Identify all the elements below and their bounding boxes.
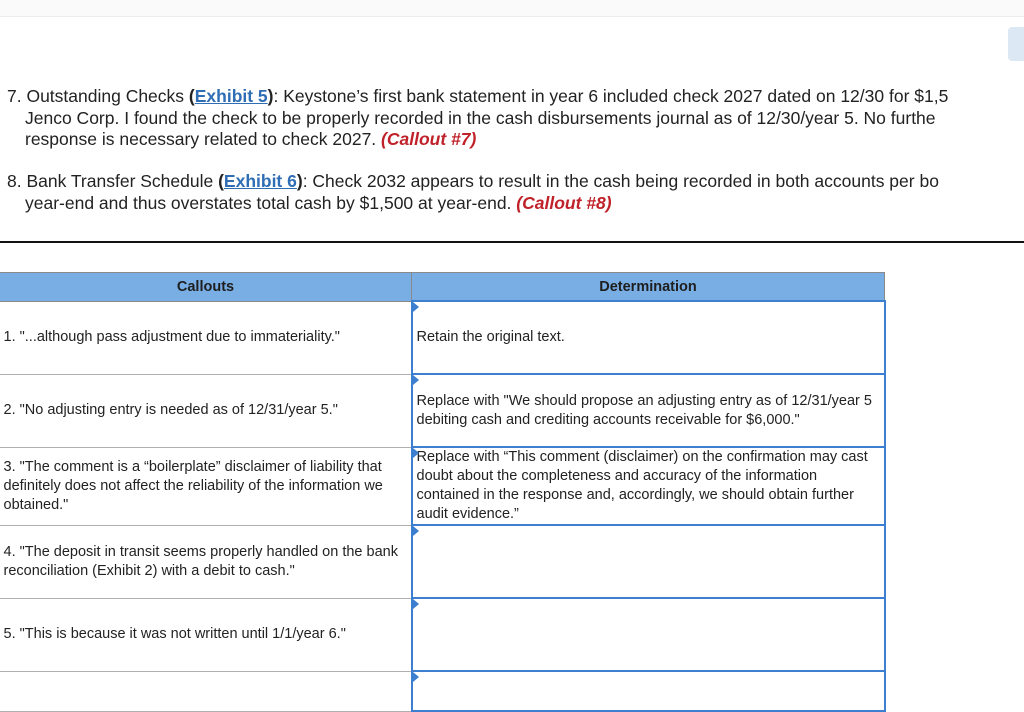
callout-cell: 5. "This is because it was not written until 1/1/year 6." [0, 598, 412, 671]
callout-cell: 1. "...although pass adjustment due to immateriality." [0, 301, 412, 374]
determination-text: Replace with "We should propose an adjusting entry as of 12/31/year 5 debiting cash and crediting accounts receivable for $6,000." [416, 392, 872, 428]
callout-cell [0, 671, 412, 711]
callout-7-tag: (Callout #7) [381, 129, 477, 149]
table-row [0, 301, 885, 374]
table-header-row [0, 273, 885, 302]
determination-text: Replace with “This comment (disclaimer) on the confirmation may cast doubt about the completeness and accuracy of the information contained in the response and, accordingly, we should obtain further audit evidence.” [416, 449, 868, 522]
top-toolbar [0, 0, 1024, 17]
determination-column-header: Determination [412, 273, 885, 302]
callouts-column-header: Callouts [0, 273, 412, 302]
cell-marker-icon [413, 599, 419, 609]
callout-cell: 2. "No adjusting entry is needed as of 12/31/year 5." [0, 374, 412, 447]
paragraph-8 [7, 171, 1024, 214]
callout-cell: 4. "The deposit in transit seems properly handled on the bank reconciliation (Exhibit 2) with a debit to cash." [0, 525, 412, 598]
table-row [0, 525, 885, 598]
determination-cell[interactable] [412, 525, 885, 598]
determination-cell[interactable] [412, 598, 885, 671]
callout-cell: 3. "The comment is a “boilerplate” disclaimer of liability that definitely does not affect the reliability of the information we obtained." [0, 447, 412, 525]
table-row [0, 598, 885, 671]
determination-cell[interactable] [412, 301, 885, 374]
callouts-table [0, 272, 886, 712]
cell-marker-icon [413, 448, 419, 458]
determination-text: Retain the original text. [416, 329, 565, 345]
cell-marker-icon [413, 672, 419, 682]
cell-marker-icon [413, 526, 419, 536]
cell-marker-icon [413, 375, 419, 385]
table-row [0, 374, 885, 447]
determination-cell[interactable] [412, 374, 885, 447]
cell-marker-icon [413, 302, 419, 312]
paragraph-7-line-3: response is necessary related to check 2027. (Callout #7) [25, 129, 477, 149]
paragraph-8-line-2: year-end and thus overstates total cash by $1,500 at year-end. (Callout #8) [25, 192, 612, 213]
exhibit-5-link[interactable]: Exhibit 5 [194, 86, 268, 106]
section-divider [0, 241, 1024, 243]
determination-cell[interactable] [412, 447, 885, 525]
exhibit-6-link[interactable]: Exhibit 6 [223, 171, 297, 191]
table-row [0, 671, 885, 711]
paragraph-8-line-1: 8. Bank Transfer Schedule (Exhibit 6): Check 2032 appears to result in the cash being recorded in both accounts per bo [7, 171, 939, 191]
paragraph-7-line-1: 7. Outstanding Checks (Exhibit 5): Keystone’s first bank statement in year 6 included check 2027 dated on 12/30 for $1,5 [7, 86, 949, 106]
paragraph-7-line-2: Jenco Corp. I found the check to be properly recorded in the cash disbursements journal as of 12/30/year 5. No furthe [25, 107, 936, 128]
corner-button[interactable] [1008, 27, 1024, 61]
determination-cell[interactable] [412, 671, 885, 711]
paragraph-7 [7, 86, 1024, 151]
table-row [0, 447, 885, 525]
callout-8-tag: (Callout #8) [516, 192, 612, 213]
